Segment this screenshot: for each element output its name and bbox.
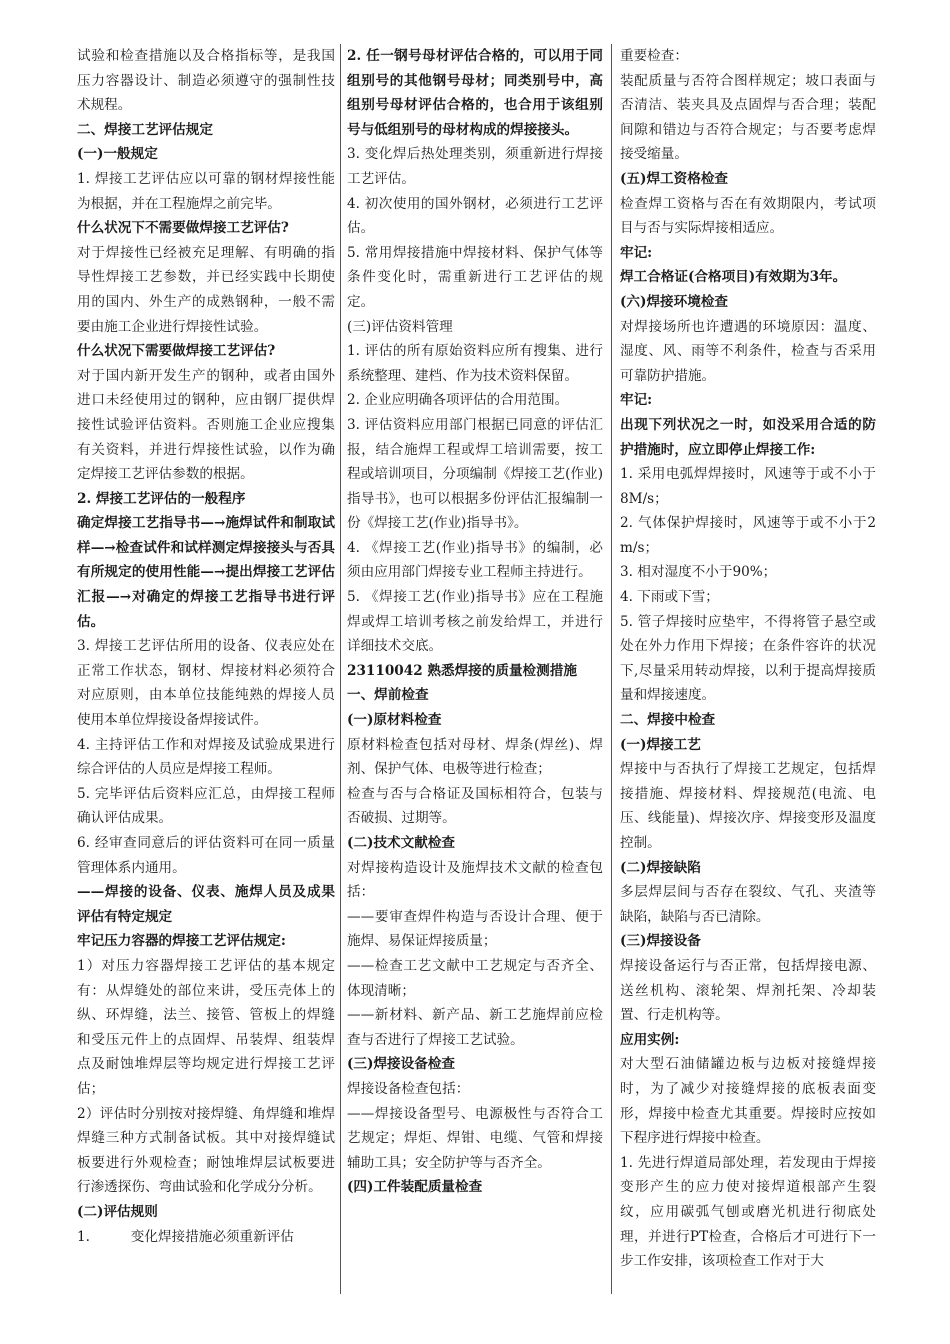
heading-line: (四)工件装配质量检查	[347, 1179, 483, 1196]
paragraph: 3. 变化焊后热处理类别，须重新进行焊接工艺评估。	[347, 146, 603, 187]
paragraph: 对焊接构造设计及施焊技术文献的检查包括：	[347, 859, 603, 901]
paragraph: 2. 企业应明确各项评估的合用范围。	[347, 392, 569, 409]
heading-line: 2. 任一钢号母材评估合格的，可以用于同组别号的其他钢号母材；同类别号中，高组别号母材评估合格的，也合用于该组别号与低组别号的母材构成的焊接接头。	[347, 48, 603, 138]
paragraph: 5. 《焊接工艺(作业)指导书》应在工程施焊或焊工培训考核之前发给焊工，并进行详细技术交底。	[347, 589, 603, 655]
paragraph: 4. 《焊接工艺(作业)指导书》的编制，必须由应用部门焊接专业工程师主持进行。	[347, 539, 603, 581]
paragraph: 原材料检查包括对母材、焊条(焊丝)、焊剂、保护气体、电极等进行检查；	[347, 736, 603, 778]
heading-line: 什么状况下不需要做焊接工艺评估?	[77, 220, 289, 237]
paragraph: ——要审查焊件构造与否设计合理、便于施焊、易保证焊接质量；	[347, 908, 603, 950]
paragraph: 3. 相对湿度不小于90%；	[620, 564, 777, 581]
paragraph: 1. 评估的所有原始资料应所有搜集、进行系统整理、建档、作为技术资料保留。	[347, 343, 603, 384]
paragraph: 4. 下雨或下雪；	[620, 589, 719, 606]
paragraph: 2）评估时分别按对接焊缝、角焊缝和堆焊焊缝三种方式制备试板。其中对接焊缝试板要进行外观检查；耐蚀堆焊层试板要进行渗透探伤、弯曲试验和化学成分分析。	[77, 1105, 335, 1196]
paragraph: 4. 初次使用的国外钢材，必须进行工艺评估。	[347, 195, 603, 237]
paragraph: 检查焊工资格与否在有效期限内，考试项目与否与实际焊接相适应。	[620, 195, 876, 237]
heading-line: 2. 焊接工艺评估的一般程序	[77, 490, 246, 507]
paragraph: 对焊接场所也许遭遇的环境原因：温度、湿度、风、雨等不利条件，检查与否采用可靠防护措施。	[620, 318, 876, 384]
paragraph: 5. 管子焊接时应垫牢，不得将管子悬空或处在外力作用下焊接；在条件容许的状况下,尽量采用转动焊接，以利于提高焊接质量和焊接速度。	[620, 613, 876, 704]
paragraph: ——焊接设备型号、电源极性与否符合工艺规定；焊炬、焊钳、电缆、气管和焊接辅助工具；安全防护等与否齐全。	[347, 1105, 603, 1171]
column-divider-left	[340, 44, 341, 1294]
column-middle	[347, 44, 603, 1200]
heading-line: 什么状况下需要做焊接工艺评估?	[77, 343, 276, 360]
paragraph: 对大型石油储罐边板与边板对接缝焊接时，为了减少对接缝焊接的底板表面变形，焊接中检查尤其重要。焊接时应按如下程序进行焊接中检查。	[620, 1056, 876, 1147]
paragraph: 2. 气体保护焊接时，风速等于或不小于2m/s；	[620, 515, 876, 556]
paragraph: (三)评估资料管理	[347, 318, 453, 335]
heading-line: 一、焊前检查	[347, 687, 429, 704]
paragraph: 3. 评估资料应用部门根据已同意的评估汇报，结合施焊工程或焊工培训需要，按工程或培训项目，分项编制《焊接工艺(作业)指导书》，也可以根据多份评估汇报编制一份《焊接工艺(作业)指导书》。	[347, 416, 603, 532]
paragraph: 焊接设备运行与否正常，包括焊接电源、送丝机构、滚轮架、焊剂托架、冷却装置、行走机构等。	[620, 957, 876, 1024]
paragraph: 对于焊接性已经被充足理解、有明确的指导性焊接工艺参数，并已经实践中长期使用的国内、外生产的成熟钢种，一般不需要由施工企业进行焊接性试验。	[77, 244, 335, 335]
paragraph: 焊接设备检查包括：	[347, 1080, 470, 1097]
paragraph: 1. 变化焊接措施必须重新评估	[77, 1228, 294, 1245]
heading-line: (一)焊接工艺	[620, 736, 701, 753]
paragraph: 装配质量与否符合图样规定；坡口表面与否清洁、装夹具及点固焊与否合理；装配间隙和错边与否符合规定；与否要考虑焊接受缩量。	[620, 72, 876, 163]
column-left	[77, 44, 335, 1249]
paragraph: 1）对压力容器焊接工艺评估的基本规定有：从焊缝处的部位来讲，受压壳体上的纵、环焊缝，法兰、接管、管板上的焊缝和受压元件上的点固焊、吊装焊、组装焊点及耐蚀堆焊层等均规定进行焊接工艺评估；	[77, 957, 335, 1097]
heading-line: (五)焊工资格检查	[620, 170, 729, 187]
heading-line: (一)原材料检查	[347, 712, 442, 729]
paragraph: 检查与否与合格证及国标相符合，包装与否破损、过期等。	[347, 785, 603, 827]
heading-line: (三)焊接设备	[620, 933, 701, 950]
heading-line: (三)焊接设备检查	[347, 1056, 456, 1073]
paragraph: 4. 主持评估工作和对焊接及试验成果进行综合评估的人员应是焊接工程师。	[77, 736, 335, 778]
paragraph: 对于国内新开发生产的钢种，或者由国外进口未经使用过的钢种，应由钢厂提供焊接性试验评估资料。否则施工企业应搜集有关资料，并进行焊接性试验，以作为确定焊接工艺评估参数的根据。	[77, 367, 335, 483]
column-right	[620, 44, 876, 1274]
paragraph: ——新材料、新产品、新工艺施焊前应检查与否进行了焊接工艺试验。	[347, 1007, 603, 1048]
heading-line: (二)焊接缺陷	[620, 859, 701, 876]
heading-line: 确定焊接工艺指导书—→施焊试件和制取试样—→检查试件和试样测定焊接接头与否具有所规定的使用性能—→提出焊接工艺评估汇报—→对确定的焊接工艺指导书进行评估。	[77, 515, 335, 630]
paragraph: 试验和检查措施以及合格指标等，是我国压力容器设计、制造必须遵守的强制性技术规程。	[77, 48, 335, 114]
paragraph: 多层焊层间与否存在裂纹、气孔、夹渣等缺陷，缺陷与否已清除。	[620, 884, 876, 925]
heading-line: 出现下列状况之一时，如没采用合适的防护措施时，应立即停止焊接工作:	[620, 416, 876, 458]
heading-line: 焊工合格证(合格项目)有效期为3年。	[620, 269, 847, 286]
paragraph: 1. 采用电弧焊焊接时，风速等于或不小于8M/s；	[620, 466, 876, 507]
paragraph: 5. 常用焊接措施中焊接材料、保护气体等条件变化时，需重新进行工艺评估的规定。	[347, 244, 603, 310]
paragraph: ——检查工艺文献中工艺规定与否齐全、体现清晰；	[347, 957, 603, 999]
paragraph: 1. 先进行焊道局部处理，若发现由于焊接变形产生的应力使对接焊道根部产生裂纹，应用碳弧气刨或磨光机进行彻底处理，并进行PT检查，合格后才可进行下一步工作安排，该项检查工作对于大	[620, 1154, 876, 1270]
heading-line: (二)评估规则	[77, 1203, 158, 1220]
heading-line: 二、焊接中检查	[620, 712, 716, 729]
heading-line: (二)技术文献检查	[347, 835, 456, 851]
heading-line: 牢记压力容器的焊接工艺评估规定:	[77, 933, 286, 950]
heading-line: (六)焊接环境检查	[620, 293, 729, 310]
heading-line: (一)一般规定	[77, 146, 158, 163]
paragraph: 重要检查：	[620, 48, 688, 64]
column-divider-right	[611, 44, 612, 1294]
heading-line: 23110042 熟悉焊接的质量检测措施	[347, 662, 577, 679]
paragraph: 焊接中与否执行了焊接工艺规定，包括焊接措施、焊接材料、焊接规范(电流、电压、线能量)、焊接次序、焊接变形及温度控制。	[620, 761, 876, 851]
heading-line: 二、焊接工艺评估规定	[77, 121, 213, 138]
paragraph: 3. 焊接工艺评估所用的设备、仪表应处在正常工作状态，钢材、焊接材料必须符合对应原则，由本单位技能纯熟的焊接人员使用本单位焊接设备焊接试件。	[77, 638, 335, 729]
paragraph: 5. 完毕评估后资料应汇总，由焊接工程师确认评估成果。	[77, 785, 335, 827]
paragraph: 1. 焊接工艺评估应以可靠的钢材焊接性能为根据，并在工程施焊之前完毕。	[77, 170, 335, 212]
heading-line: 应用实例:	[620, 1031, 680, 1048]
paragraph: 6. 经审查同意后的评估资料可在同一质量管理体系内通用。	[77, 835, 335, 876]
heading-line: 牢记:	[620, 244, 653, 261]
heading-line: 牢记:	[620, 392, 653, 409]
heading-line: ——焊接的设备、仪表、施焊人员及成果评估有特定规定	[77, 884, 335, 925]
